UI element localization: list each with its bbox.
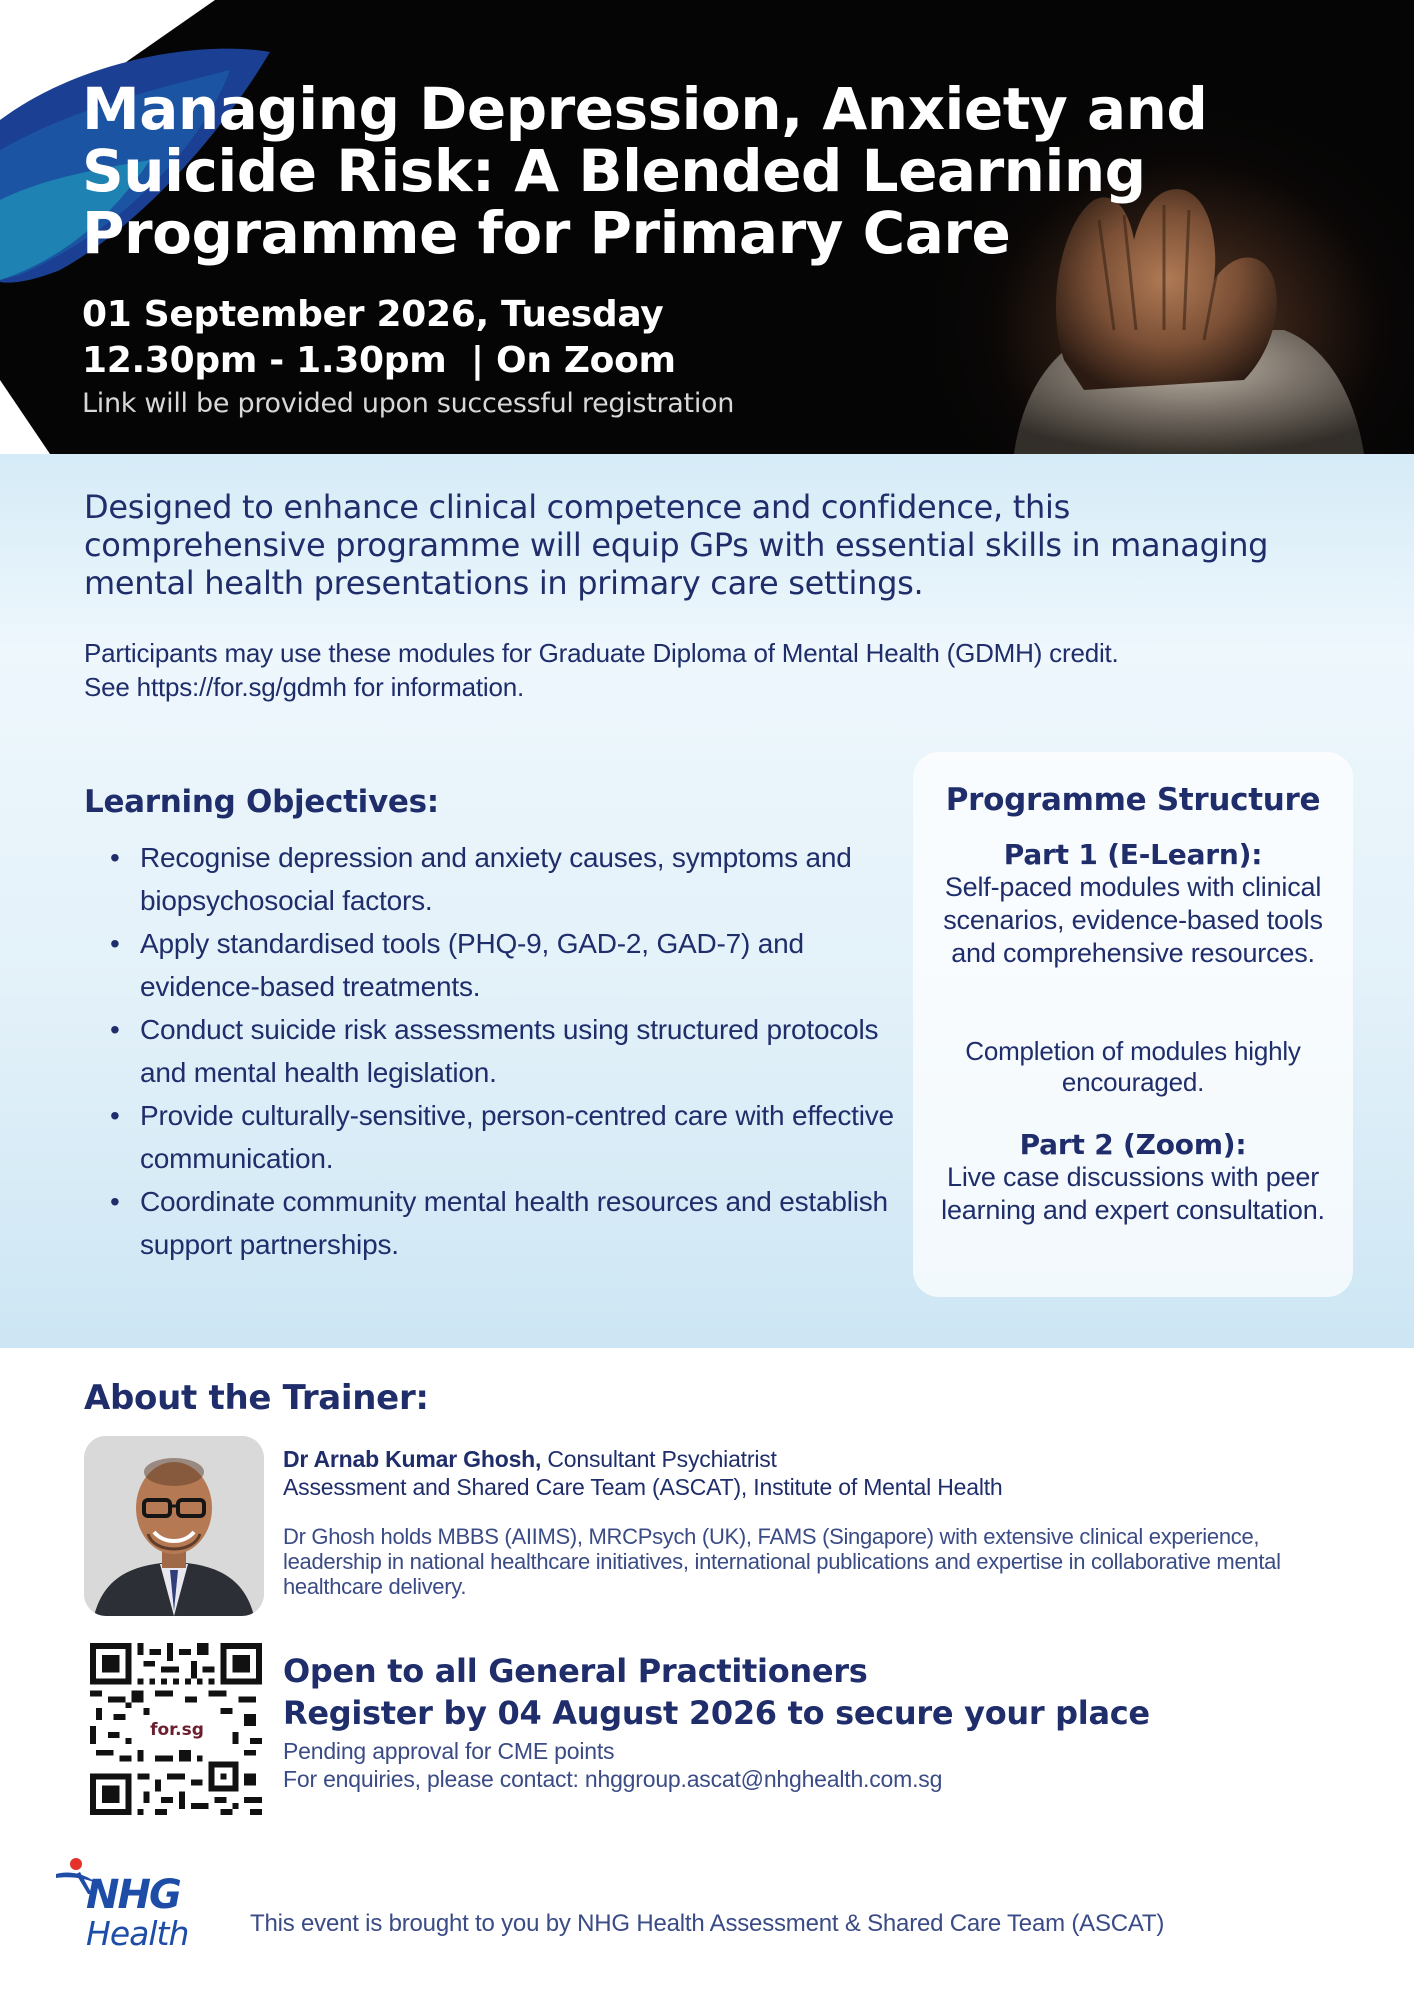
programme-structure-card	[913, 752, 1353, 1297]
list-item	[110, 836, 910, 922]
cme-note: Pending approval for CME points	[283, 1738, 615, 1764]
objective-text: Provide culturally-sensitive, person-centred care with effective communication.	[140, 1100, 894, 1174]
event-date: 01 September 2026, Tuesday	[82, 294, 664, 335]
part2-block	[933, 1128, 1333, 1227]
trainer-name: Dr Arnab Kumar Ghosh,	[283, 1446, 542, 1472]
about-trainer-heading: About the Trainer:	[84, 1378, 429, 1418]
link-note: Link will be provided upon successful registration	[82, 388, 735, 419]
qr-badge-label: for.sg	[134, 1715, 220, 1745]
logo-nhg-text: NHG	[86, 1872, 180, 1918]
header-banner	[0, 0, 1414, 454]
event-time: 12.30pm - 1.30pm | On Zoom	[82, 340, 676, 381]
footer-credit: This event is brought to you by NHG Health Assessment & Shared Care Team (ASCAT)	[250, 1910, 1165, 1937]
gdmh-note	[84, 636, 1314, 704]
registration-qr-code[interactable]	[90, 1643, 262, 1815]
programme-description: Designed to enhance clinical competence and confidence, this comprehensive programme will equip GPs with essential skills in managing mental health presentations in primary care settings.	[84, 488, 1269, 602]
trainer-organisation: Assessment and Shared Care Team (ASCAT), Institute of Mental Health	[283, 1474, 1003, 1500]
list-item	[110, 922, 910, 1008]
part1-text: Self-paced modules with clinical scenarios, evidence-based tools and comprehensive resources.	[943, 872, 1323, 968]
bullet-icon: •	[110, 1100, 120, 1131]
trainer-role: Consultant Psychiatrist	[541, 1446, 777, 1472]
open-to-heading: Open to all General Practitioners	[283, 1652, 868, 1690]
completion-note: Completion of modules highly encouraged.	[965, 1036, 1301, 1097]
trainer-photo	[84, 1436, 264, 1616]
part2-text: Live case discussions with peer learning and expert consultation.	[941, 1162, 1325, 1225]
gdmh-line-2: See https://for.sg/gdmh for information.	[84, 672, 525, 702]
registration-deadline: Register by 04 August 2026 to secure your place	[283, 1694, 1150, 1732]
list-item	[110, 1180, 910, 1266]
bullet-icon: •	[110, 928, 120, 959]
bullet-icon: •	[110, 1014, 120, 1045]
enquiry-contact[interactable]: For enquiries, please contact: nhggroup.ascat@nhghealth.com.sg	[283, 1766, 943, 1792]
objective-text: Apply standardised tools (PHQ-9, GAD-2, GAD-7) and evidence-based treatments.	[140, 928, 804, 1002]
gdmh-line-1: Participants may use these modules for Graduate Diploma of Mental Health (GDMH) credit.	[84, 638, 1119, 668]
event-title: Managing Depression, Anxiety and Suicide Risk: A Blended Learning Programme for Primary Care	[82, 75, 1208, 267]
programme-structure-heading: Programme Structure	[945, 782, 1321, 818]
trainer-name-line	[283, 1446, 777, 1473]
list-item	[110, 1094, 910, 1180]
objective-text: Coordinate community mental health resources and establish support partnerships.	[140, 1186, 888, 1260]
bullet-icon: •	[110, 1186, 120, 1217]
logo-health-text: Health	[86, 1914, 189, 1953]
trainer-bio: Dr Ghosh holds MBBS (AIIMS), MRCPsych (UK), FAMS (Singapore) with extensive clinical experience, leadership in national healthcare initiatives, international publications and expertise in collaborative mental healthcare delivery.	[283, 1524, 1281, 1599]
objective-text: Recognise depression and anxiety causes, symptoms and biopsychosocial factors.	[140, 842, 852, 916]
part1-block	[933, 838, 1333, 970]
bullet-icon: •	[110, 842, 120, 873]
part1-title: Part 1 (E-Learn):	[1003, 838, 1263, 871]
learning-objectives-heading: Learning Objectives:	[84, 784, 439, 820]
part2-title: Part 2 (Zoom):	[1019, 1128, 1247, 1161]
objective-text: Conduct suicide risk assessments using structured protocols and mental health legislation.	[140, 1014, 879, 1088]
learning-objectives-list	[110, 836, 910, 1266]
list-item	[110, 1008, 910, 1094]
nhg-health-logo	[52, 1856, 202, 1956]
